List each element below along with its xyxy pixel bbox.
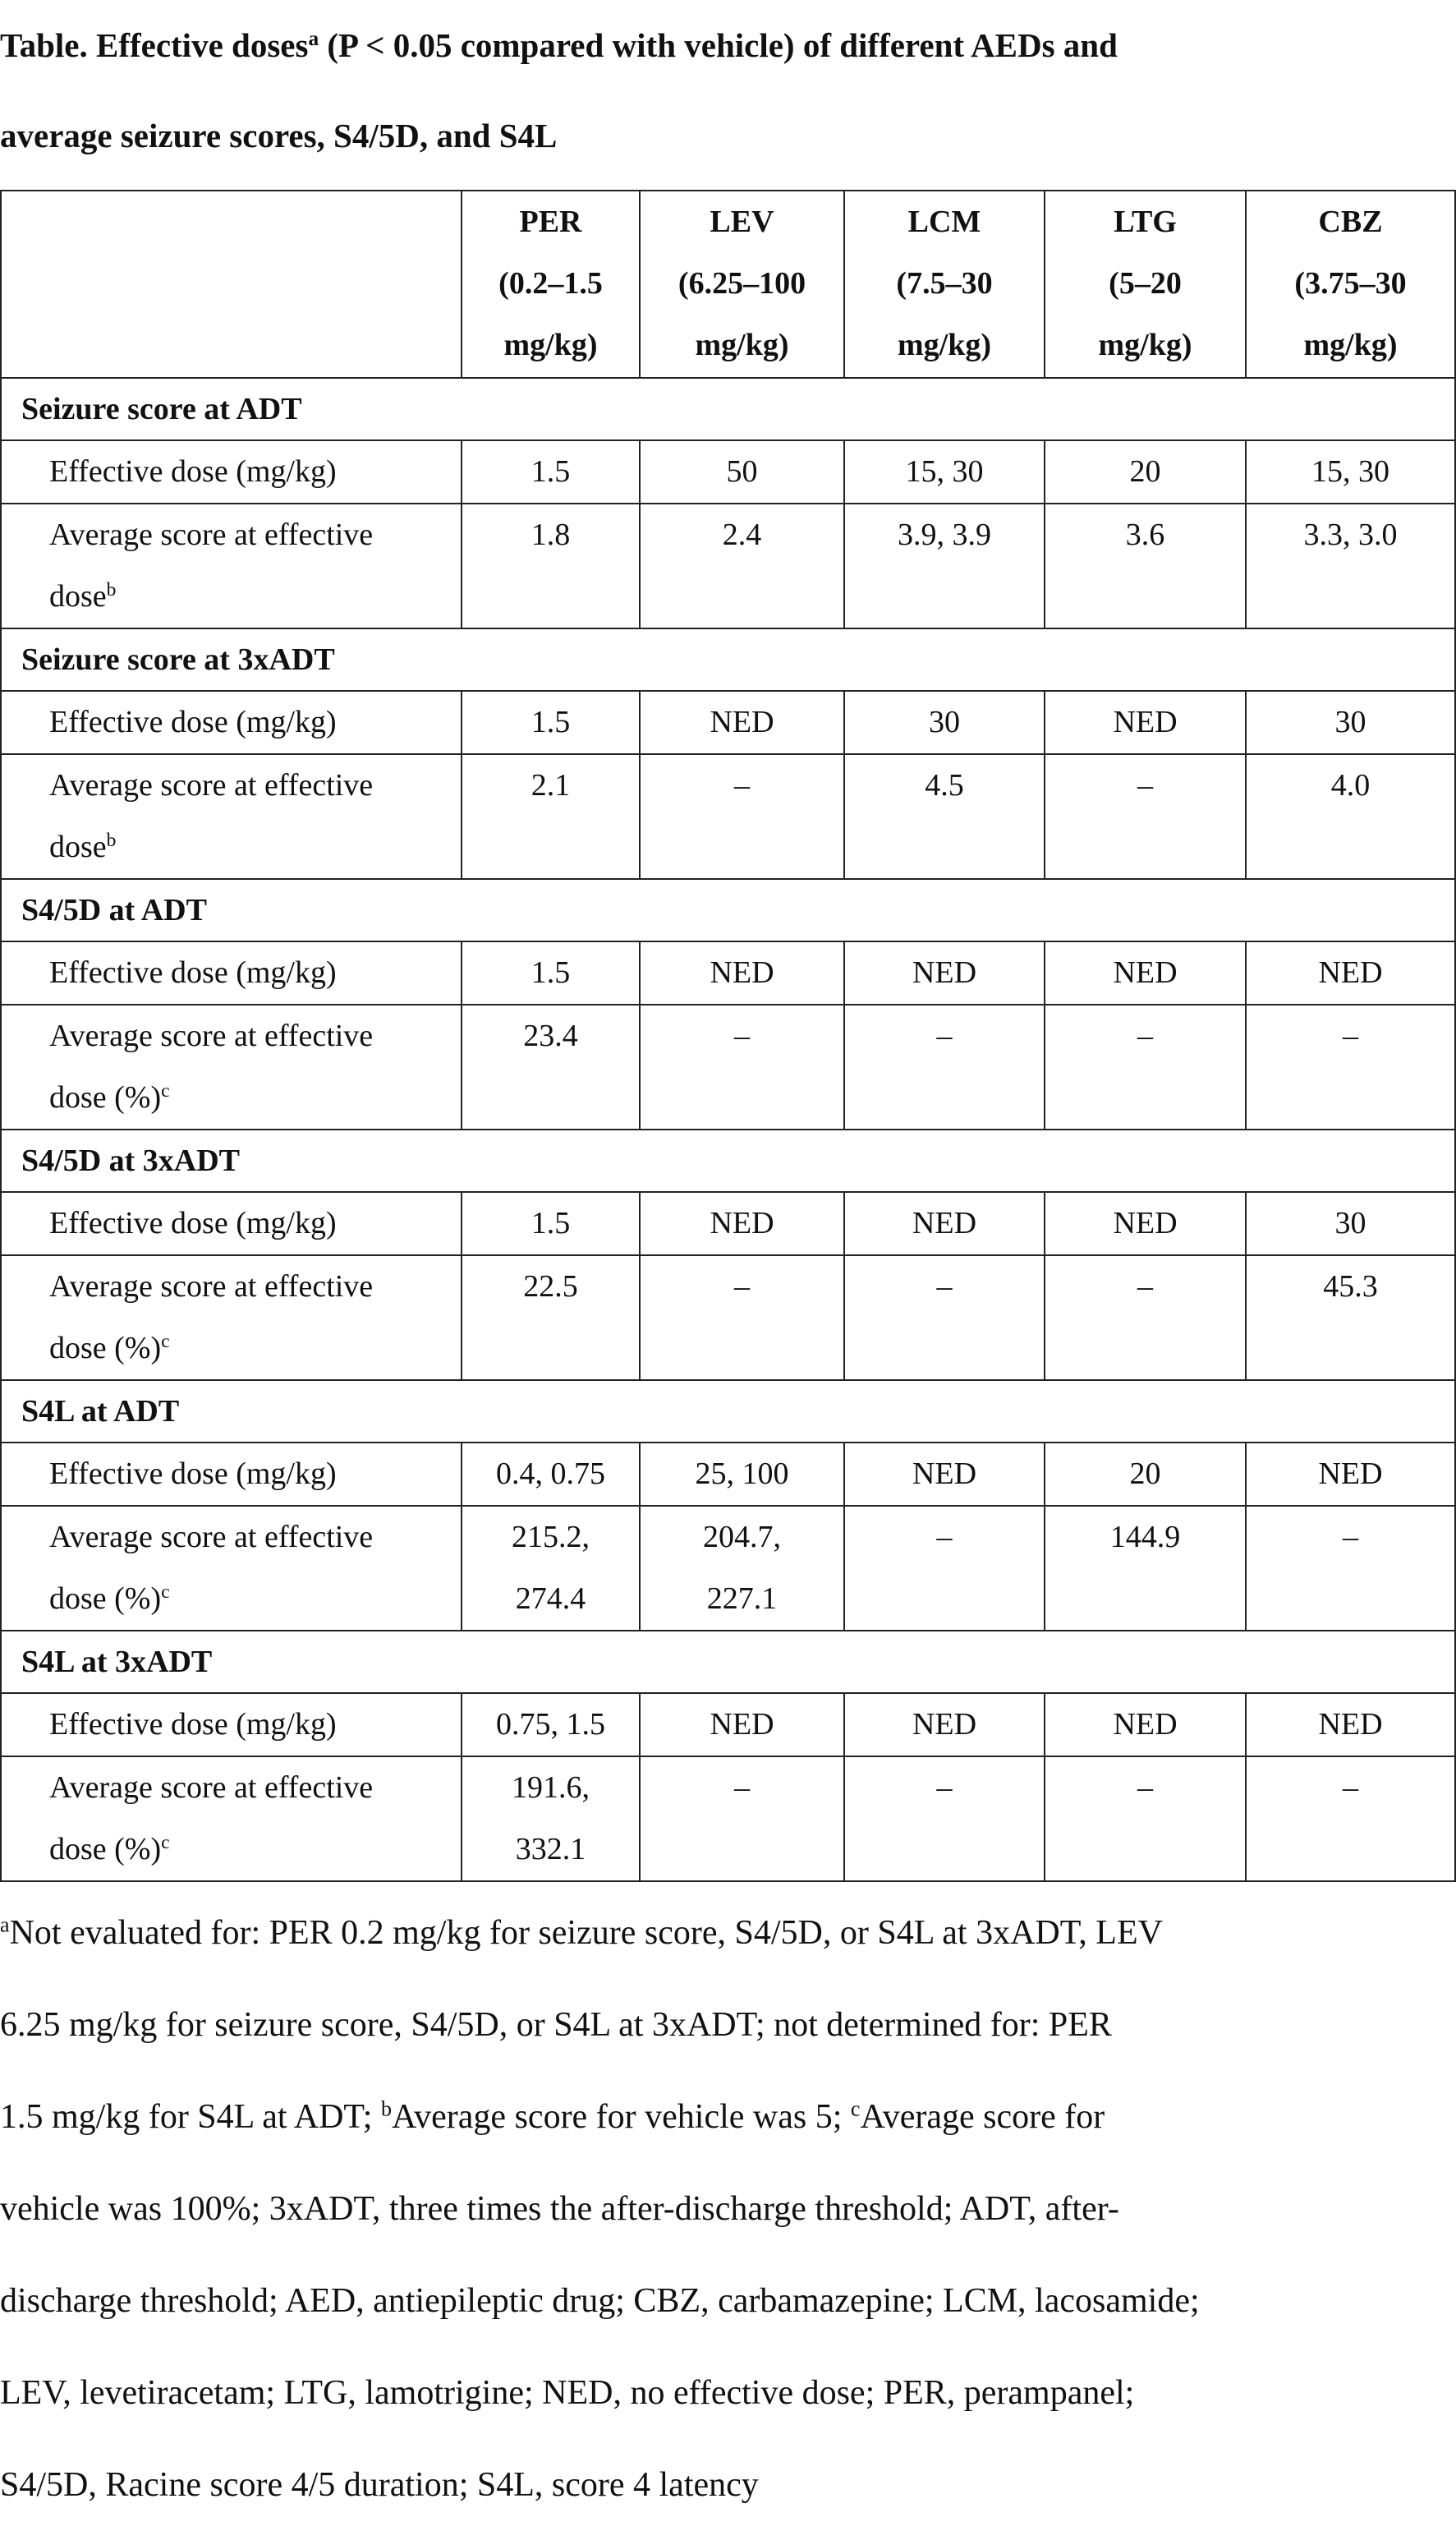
- average-score-cell: 3.3, 3.0: [1246, 504, 1455, 628]
- average-score-cell: 204.7, 227.1: [640, 1506, 844, 1631]
- average-score-label: Average score at effective dose$^b$: [1, 504, 462, 628]
- table-title: [0, 0, 1445, 181]
- title-superscript-a: a: [308, 27, 319, 51]
- column-header-ltg: LTG (5–20 mg/kg): [1045, 191, 1246, 378]
- title-text-a: Table. Effective doses: [0, 26, 309, 64]
- average-score-cell: 3.9, 3.9: [844, 504, 1045, 628]
- footnote-marker: c: [161, 1331, 170, 1353]
- average-score-cell: –: [1045, 1255, 1246, 1380]
- effective-dose-label: Effective dose (mg/kg): [1, 440, 462, 504]
- effective-dose-cell: NED: [640, 1693, 844, 1756]
- section-heading: S4L at ADT: [1, 1380, 1455, 1443]
- average-score-row: [1, 1506, 1455, 1631]
- table-title-line-2: average seizure scores, S4/5D, and S4L: [0, 117, 558, 154]
- average-score-cell: –: [844, 1255, 1045, 1380]
- average-score-cell: –: [1246, 1506, 1455, 1631]
- effective-dose-label: Effective dose (mg/kg): [1, 691, 462, 754]
- footnote-sup-a: a: [0, 1912, 10, 1937]
- average-score-label: Average score at effective dose (%)$^c$: [1, 1756, 462, 1881]
- average-score-cell: 1.8: [462, 504, 640, 628]
- table-footnote: [0, 1887, 1454, 2531]
- average-score-cell: –: [1045, 1756, 1246, 1881]
- average-score-cell: 45.3: [1246, 1255, 1455, 1380]
- effective-dose-cell: NED: [844, 1693, 1045, 1756]
- effective-dose-cell: 15, 30: [1246, 440, 1455, 504]
- average-score-row: [1, 1756, 1455, 1881]
- section-row-s4l-at-adt: [1, 1380, 1455, 1443]
- average-score-label: Average score at effective dose (%)$^c$: [1, 1005, 462, 1130]
- effective-dose-cell: NED: [1246, 941, 1455, 1005]
- footnote-marker: c: [161, 1581, 170, 1604]
- average-score-cell: –: [844, 1005, 1045, 1130]
- footnote-sup-b: b: [380, 2096, 392, 2121]
- average-score-row: [1, 1255, 1455, 1380]
- footnote-marker: c: [161, 1832, 170, 1854]
- effective-dose-cell: 20: [1045, 1443, 1246, 1506]
- average-score-label: Average score at effective dose$^b$: [1, 754, 462, 879]
- average-score-row: [1, 754, 1455, 879]
- effective-dose-cell: NED: [844, 1192, 1045, 1255]
- section-row-seizure-score-at-adt: [1, 378, 1455, 440]
- effective-dose-cell: 1.5: [462, 941, 640, 1005]
- table-title-line-1: [0, 0, 1445, 90]
- average-score-cell: –: [640, 1756, 844, 1881]
- effective-dose-cell: 1.5: [462, 691, 640, 754]
- footnote-marker: b: [106, 579, 117, 601]
- effective-dose-cell: 30: [1246, 691, 1455, 754]
- effective-dose-cell: NED: [640, 941, 844, 1005]
- average-score-cell: 144.9: [1045, 1506, 1246, 1631]
- footnote-marker: c: [161, 1080, 170, 1102]
- footnote-sup-c: c: [850, 2096, 861, 2121]
- effective-dose-cell: NED: [1045, 941, 1246, 1005]
- section-heading: Seizure score at ADT: [1, 378, 1455, 440]
- effective-dose-cell: 30: [844, 691, 1045, 754]
- effective-dose-cell: NED: [1246, 1693, 1455, 1756]
- effective-dose-row: [1, 1693, 1455, 1756]
- effective-dose-label: Effective dose (mg/kg): [1, 1443, 462, 1506]
- footnote-line-1: $^a$Not evaluated for: PER 0.2 mg/kg for seizure score, S4/5D, or S4L at 3xADT, LEV: [0, 1912, 1163, 1952]
- footnote-line-3: 1.5 mg/kg for S4L at ADT; $^b$Average score for vehicle was 5; $^c$Average score for: [0, 2096, 1105, 2136]
- average-score-cell: –: [1246, 1005, 1455, 1130]
- effective-dose-cell: NED: [1045, 691, 1246, 754]
- average-score-cell: –: [1246, 1756, 1455, 1881]
- effective-dose-row: [1, 941, 1455, 1005]
- effective-dose-cell: 15, 30: [844, 440, 1045, 504]
- average-score-row: [1, 504, 1455, 628]
- average-score-cell: –: [844, 1756, 1045, 1881]
- section-heading: S4/5D at ADT: [1, 879, 1455, 941]
- section-heading: S4L at 3xADT: [1, 1631, 1455, 1693]
- effective-dose-row: [1, 440, 1455, 504]
- effective-dose-cell: NED: [844, 941, 1045, 1005]
- effective-dose-row: [1, 1192, 1455, 1255]
- footnote-line-5: discharge threshold; AED, antiepileptic drug; CBZ, carbamazepine; LCM, lacosamide;: [0, 2282, 1200, 2320]
- effective-dose-row: [1, 691, 1455, 754]
- effective-dose-cell: 0.75, 1.5: [462, 1693, 640, 1756]
- effective-dose-cell: 30: [1246, 1192, 1455, 1255]
- section-row-seizure-score-at-3xadt: [1, 628, 1455, 691]
- section-row-s4-5d-at-3xadt: [1, 1130, 1455, 1192]
- effective-dose-cell: NED: [640, 1192, 844, 1255]
- effective-dose-cell: 0.4, 0.75: [462, 1443, 640, 1506]
- average-score-cell: –: [844, 1506, 1045, 1631]
- average-score-label: Average score at effective dose (%)$^c$: [1, 1255, 462, 1380]
- average-score-cell: 191.6, 332.1: [462, 1756, 640, 1881]
- effective-dose-row: [1, 1443, 1455, 1506]
- column-header-cbz: CBZ (3.75–30 mg/kg): [1246, 191, 1455, 378]
- average-score-cell: –: [640, 1255, 844, 1380]
- effective-dose-cell: NED: [1045, 1693, 1246, 1756]
- effective-dose-cell: NED: [640, 691, 844, 754]
- footnote-line-7: S4/5D, Racine score 4/5 duration; S4L, score 4 latency: [0, 2466, 759, 2504]
- column-header-per: PER (0.2–1.5 mg/kg): [462, 191, 640, 378]
- average-score-cell: –: [1045, 1005, 1246, 1130]
- section-heading: S4/5D at 3xADT: [1, 1130, 1455, 1192]
- effective-dose-cell: NED: [844, 1443, 1045, 1506]
- effective-doses-table: [0, 190, 1456, 1882]
- average-score-cell: 215.2, 274.4: [462, 1506, 640, 1631]
- section-row-s4-5d-at-adt: [1, 879, 1455, 941]
- effective-dose-cell: NED: [1045, 1192, 1246, 1255]
- average-score-cell: 4.5: [844, 754, 1045, 879]
- footnote-marker: b: [106, 830, 117, 852]
- effective-dose-cell: 1.5: [462, 1192, 640, 1255]
- column-header-lev: LEV (6.25–100 mg/kg): [640, 191, 844, 378]
- average-score-cell: 23.4: [462, 1005, 640, 1130]
- title-text-b: (P < 0.05 compared with vehicle) of different AEDs and: [319, 26, 1118, 64]
- average-score-row: [1, 1005, 1455, 1130]
- effective-dose-cell: 20: [1045, 440, 1246, 504]
- average-score-cell: 2.4: [640, 504, 844, 628]
- average-score-cell: 4.0: [1246, 754, 1455, 879]
- footnote-line-4: vehicle was 100%; 3xADT, three times the after-discharge threshold; ADT, after-: [0, 2190, 1119, 2228]
- average-score-cell: –: [1045, 754, 1246, 879]
- effective-dose-cell: 25, 100: [640, 1443, 844, 1506]
- average-score-cell: –: [640, 754, 844, 879]
- effective-dose-label: Effective dose (mg/kg): [1, 1192, 462, 1255]
- table-header-row: [1, 191, 1455, 378]
- section-heading: Seizure score at 3xADT: [1, 628, 1455, 691]
- effective-dose-cell: 1.5: [462, 440, 640, 504]
- average-score-cell: 22.5: [462, 1255, 640, 1380]
- average-score-cell: 2.1: [462, 754, 640, 879]
- table-body: [1, 378, 1455, 1881]
- header-empty-cell: [1, 191, 462, 378]
- effective-dose-cell: 50: [640, 440, 844, 504]
- footnote-line-6: LEV, levetiracetam; LTG, lamotrigine; NED, no effective dose; PER, perampanel;: [0, 2374, 1135, 2412]
- effective-dose-cell: NED: [1246, 1443, 1455, 1506]
- average-score-cell: 3.6: [1045, 504, 1246, 628]
- average-score-cell: –: [640, 1005, 844, 1130]
- average-score-label: Average score at effective dose (%)$^c$: [1, 1506, 462, 1631]
- footnote-line-2: 6.25 mg/kg for seizure score, S4/5D, or S4L at 3xADT; not determined for: PER: [0, 2006, 1112, 2044]
- column-header-lcm: LCM (7.5–30 mg/kg): [844, 191, 1045, 378]
- effective-dose-label: Effective dose (mg/kg): [1, 941, 462, 1005]
- effective-dose-label: Effective dose (mg/kg): [1, 1693, 462, 1756]
- section-row-s4l-at-3xadt: [1, 1631, 1455, 1693]
